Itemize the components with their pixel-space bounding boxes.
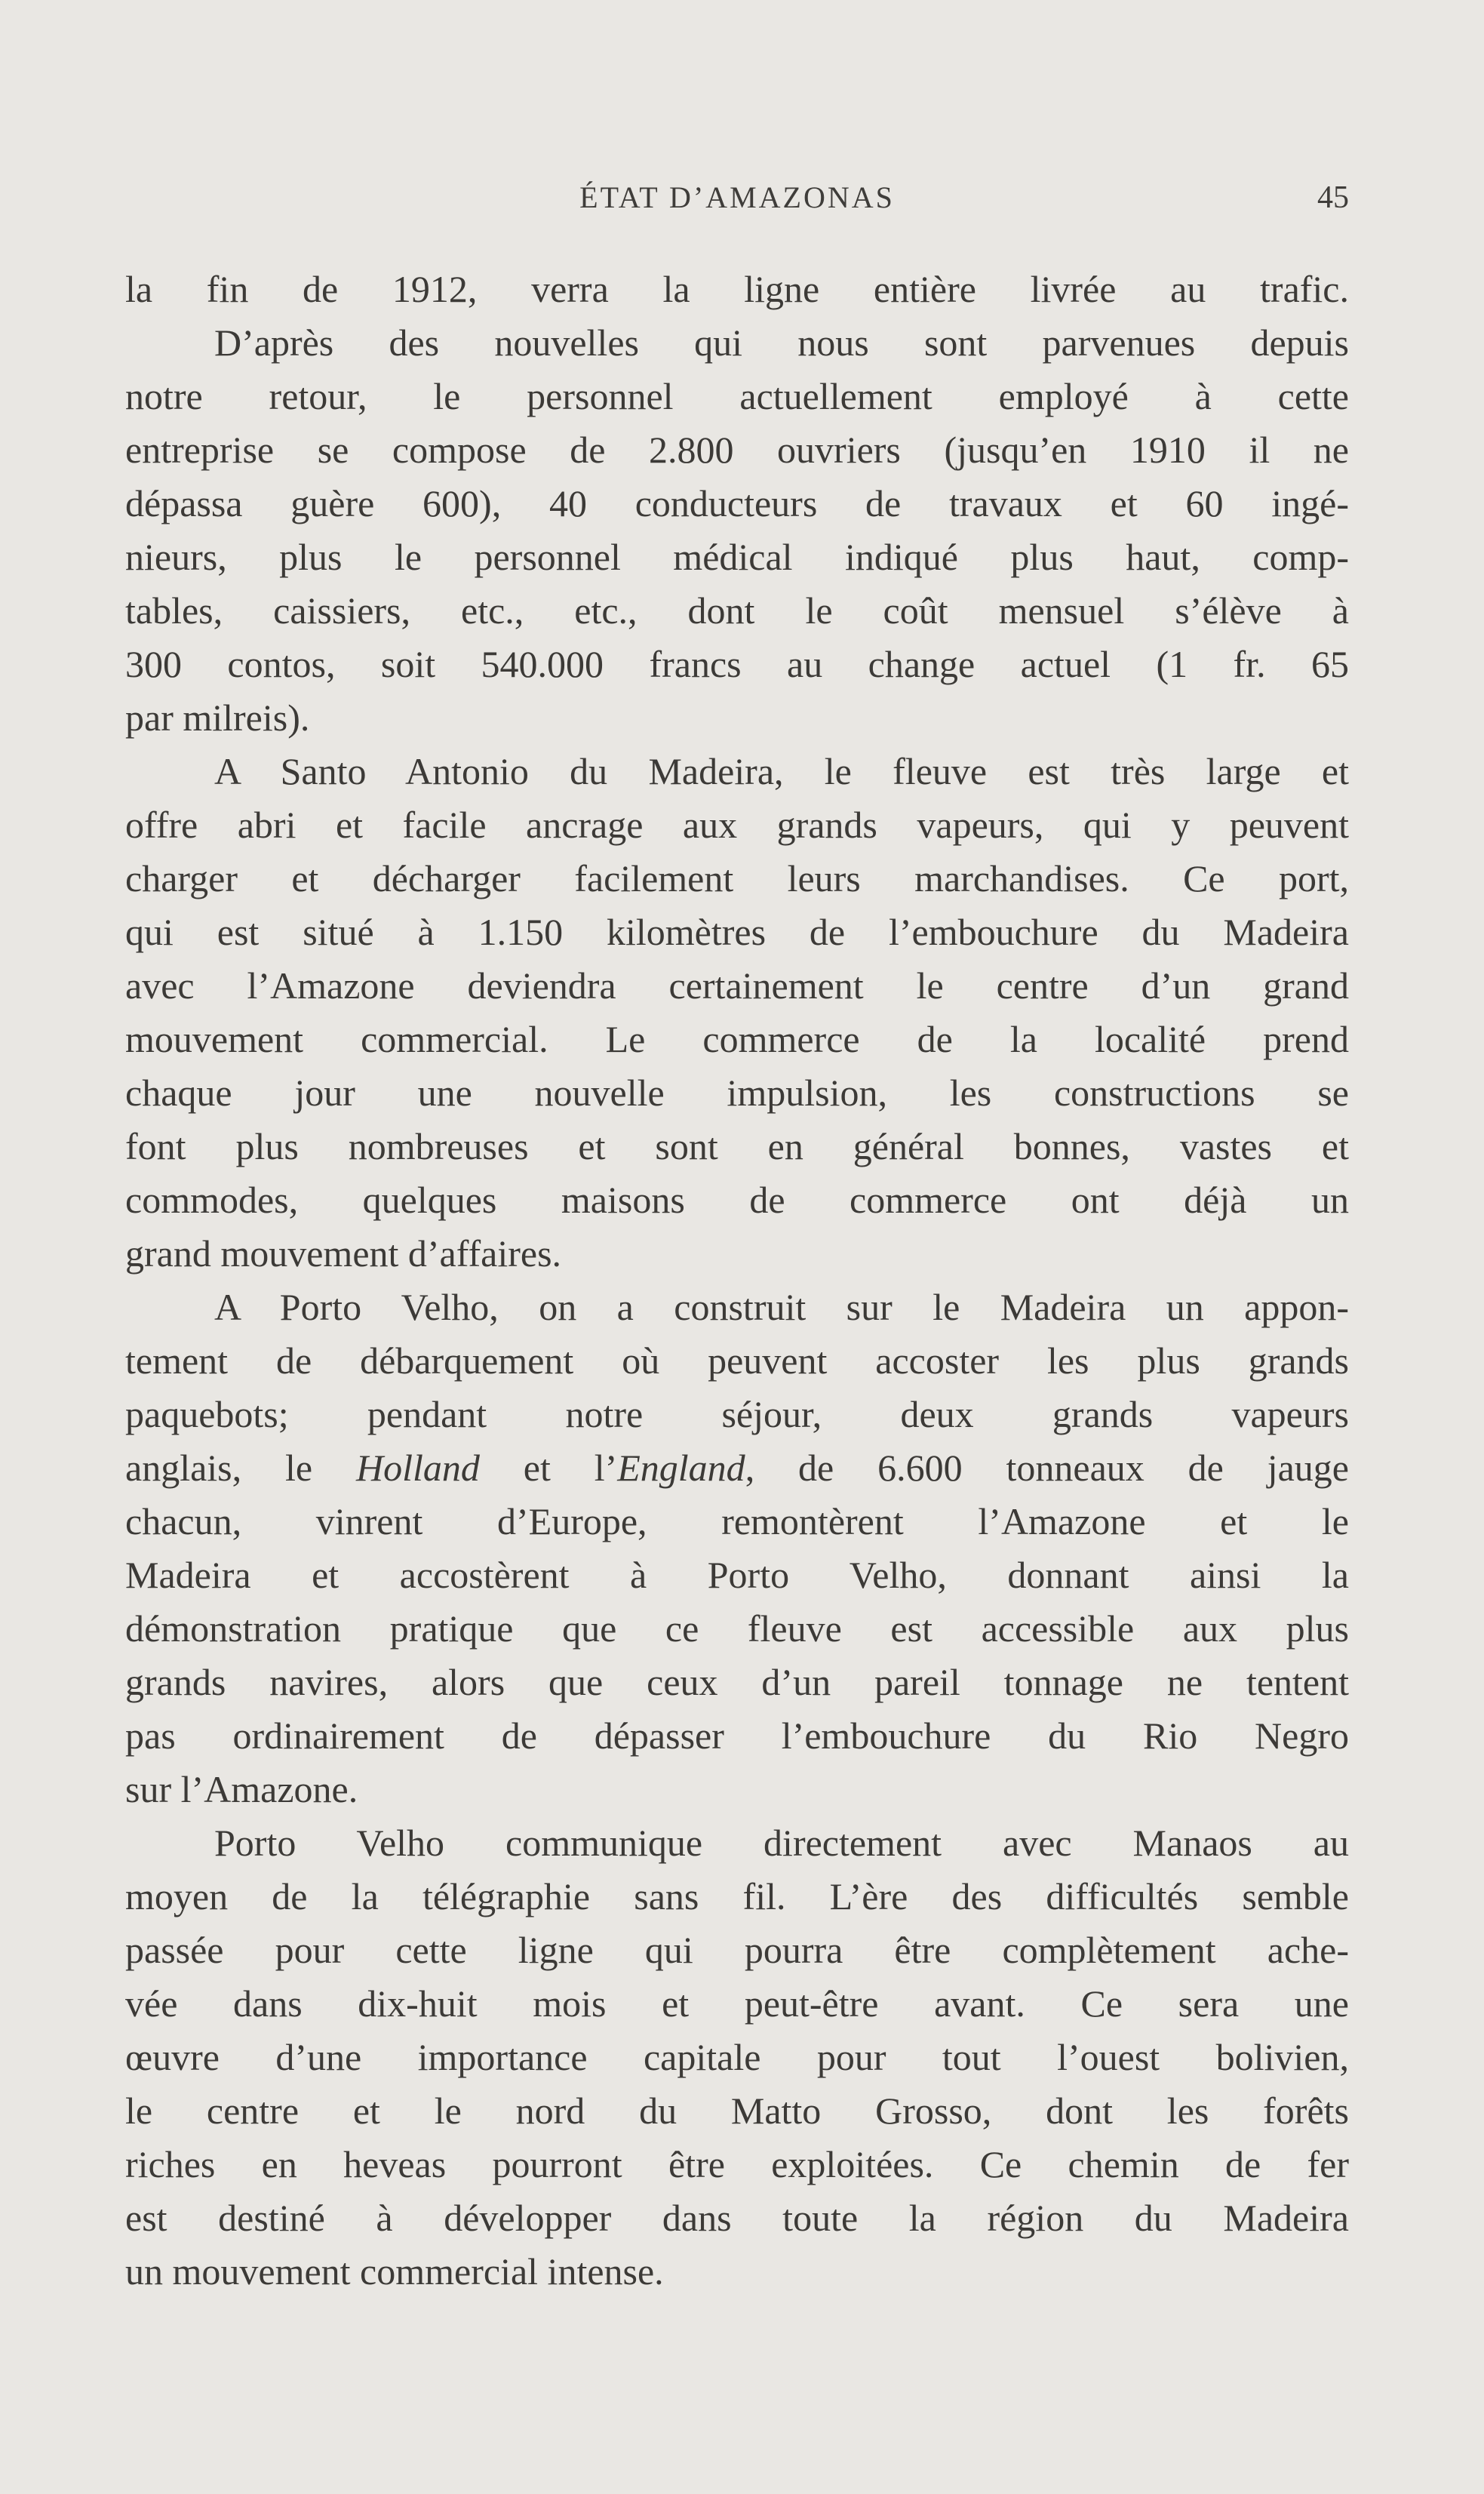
paragraph-4-line-10: sur l’Amazone. <box>125 1768 358 1810</box>
paragraph-5-line-3: passée pour cette ligne qui pourra être complètement ache- <box>125 1929 1349 1971</box>
paragraph-2-line-8: par milreis). <box>125 697 310 739</box>
paragraph-4-line-8: grands navires, alors que ceux d’un pareil tonnage ne tentent <box>125 1661 1349 1703</box>
paragraph-5-line-8: est destiné à développer dans toute la région du Madeira <box>125 2197 1349 2239</box>
paragraph-4-line-7: démonstration pratique que ce fleuve est accessible aux plus <box>125 1607 1349 1650</box>
paragraph-4-line-2: tement de débarquement où peuvent accoster les plus grands <box>125 1339 1349 1382</box>
paragraph-5-line-7: riches en heveas pourront être exploitées. Ce chemin de fer <box>125 2143 1349 2185</box>
ship-name-holland: Holland <box>355 1447 480 1489</box>
paragraph-2-line-4: dépassa guère 600), 40 conducteurs de travaux et 60 ingé- <box>125 482 1349 524</box>
paragraph-2-line-6: tables, caissiers, etc., etc., dont le coût mensuel s’élève à <box>125 589 1349 632</box>
page-header <box>125 180 1349 232</box>
paragraph-5-line-2: moyen de la télégraphie sans fil. L’ère des difficultés semble <box>125 1875 1349 1917</box>
running-title: ÉTAT D’AMAZONAS <box>579 180 895 214</box>
paragraph-3-line-9: commodes, quelques maisons de commerce ont déjà un <box>125 1179 1349 1221</box>
paragraph-4-line-1: A Porto Velho, on a construit sur le Madeira un appon- <box>214 1286 1349 1328</box>
paragraph-3-line-7: chaque jour une nouvelle impulsion, les constructions se <box>125 1072 1349 1114</box>
paragraph-2-line-7: 300 contos, soit 540.000 francs au change actuel (1 fr. 65 <box>125 643 1349 685</box>
paragraph-4-line-9: pas ordinairement de dépasser l’embouchure du Rio Negro <box>125 1714 1349 1757</box>
paragraph-5-line-9: un mouvement commercial intense. <box>125 2250 664 2293</box>
paragraph-4-line-4 <box>125 1441 1349 1495</box>
paragraph-2-line-2: notre retour, le personnel actuellement employé à cette <box>125 375 1349 417</box>
paragraph-1-line-1: la fin de 1912, verra la ligne entière livrée au trafic. <box>125 268 1349 310</box>
paragraph-3-line-2: offre abri et facile ancrage aux grands vapeurs, qui y peuvent <box>125 804 1349 846</box>
paragraph-5-line-5: œuvre d’une importance capitale pour tout l’ouest bolivien, <box>125 2036 1349 2078</box>
paragraph-2-line-3: entreprise se compose de 2.800 ouvriers (jusqu’en 1910 il ne <box>125 429 1349 471</box>
paragraph-3-line-3: charger et décharger facilement leurs marchandises. Ce port, <box>125 857 1349 900</box>
paragraph-3-line-1: A Santo Antonio du Madeira, le fleuve est très large et <box>214 750 1349 792</box>
paragraph-3-line-5: avec l’Amazone deviendra certainement le centre d’un grand <box>125 964 1349 1007</box>
line-text-post: , de 6.600 tonneaux de jauge <box>745 1447 1349 1489</box>
ship-name-england: England <box>617 1447 745 1489</box>
paragraph-2-line-5: nieurs, plus le personnel médical indiqué plus haut, comp- <box>125 536 1349 578</box>
paragraph-3-line-8: font plus nombreuses et sont en général bonnes, vastes et <box>125 1125 1349 1167</box>
paragraph-5-line-1: Porto Velho communique directement avec Manaos au <box>214 1822 1349 1864</box>
line-text-pre: anglais, le <box>125 1447 356 1489</box>
paragraph-5-line-4: vée dans dix-huit mois et peut-être avant. Ce sera une <box>125 1982 1349 2025</box>
body-text <box>125 263 1349 2299</box>
paragraph-4-line-6: Madeira et accostèrent à Porto Velho, donnant ainsi la <box>125 1554 1349 1596</box>
paragraph-4-line-5: chacun, vinrent d’Europe, remontèrent l’Amazone et le <box>125 1500 1349 1542</box>
paragraph-3-line-4: qui est situé à 1.150 kilomètres de l’embouchure du Madeira <box>125 911 1349 953</box>
paragraph-3-line-6: mouvement commercial. Le commerce de la localité prend <box>125 1018 1349 1060</box>
line-text-mid: et l’ <box>479 1447 618 1489</box>
paragraph-2-line-1: D’après des nouvelles qui nous sont parvenues depuis <box>214 321 1349 364</box>
page-number: 45 <box>1317 180 1349 215</box>
paragraph-5-line-6: le centre et le nord du Matto Grosso, dont les forêts <box>125 2090 1349 2132</box>
paragraph-4-line-3: paquebots; pendant notre séjour, deux grands vapeurs <box>125 1393 1349 1435</box>
paragraph-3-line-10: grand mouvement d’affaires. <box>125 1232 562 1275</box>
